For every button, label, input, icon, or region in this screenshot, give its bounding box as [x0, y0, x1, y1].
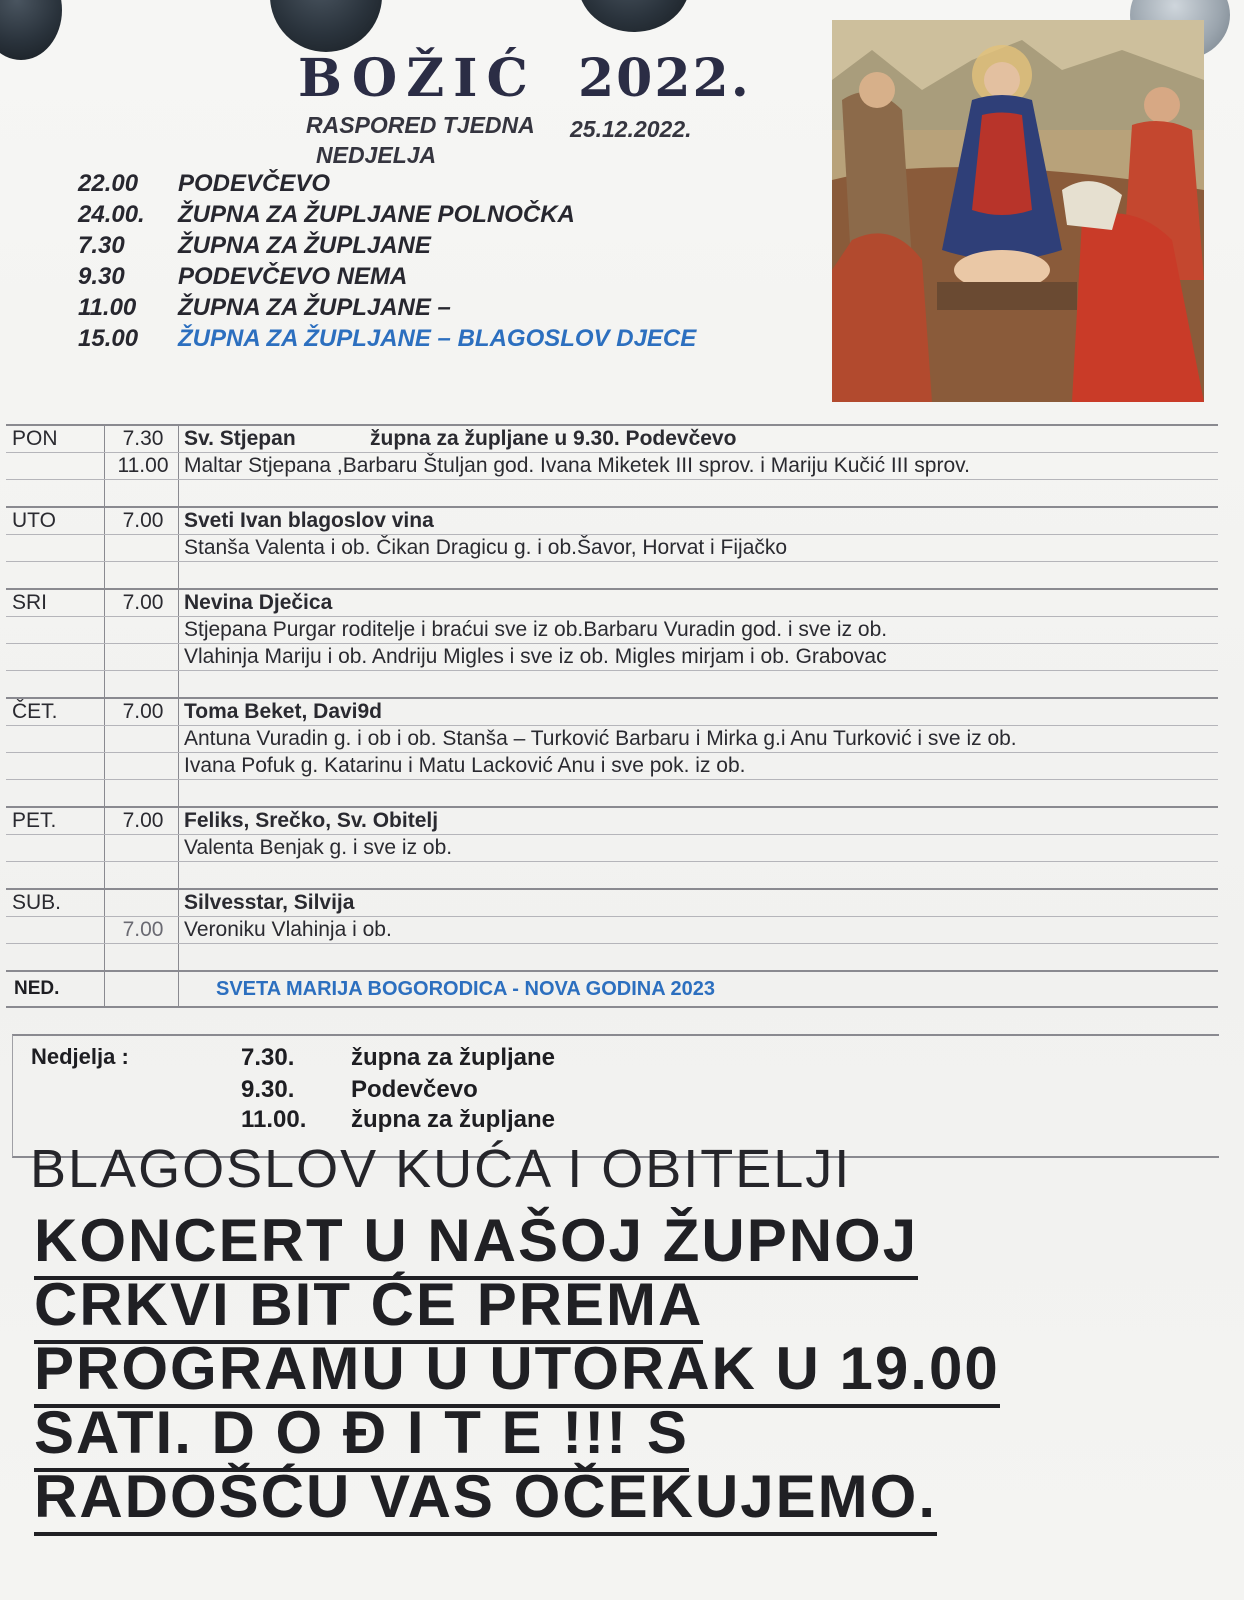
mass-time: 9.30: [78, 263, 125, 290]
saint-name: Toma Beket, Davi9d: [184, 700, 383, 723]
new-year-sunday-label: Nedjelja :: [31, 1044, 129, 1069]
mass-time: 7.00: [122, 591, 164, 614]
intention-text: Stjepana Purgar roditelje i braćui sve iz ob.Barbaru Vuradin god. i sve iz ob.: [184, 618, 888, 641]
mass-time: 22.00: [78, 170, 139, 197]
sunday-label: NEDJELJA: [316, 142, 437, 168]
concert-line: [34, 1206, 1214, 1274]
sunday-mass: [70, 263, 790, 294]
blank-line: [6, 861, 1218, 888]
intention-line: [6, 752, 1218, 779]
day-name: SUB.: [12, 891, 62, 914]
day-name: UTO: [12, 509, 56, 532]
sunday-mass-list: [70, 170, 790, 356]
day-header-line: [6, 890, 1218, 916]
intention-text: Antuna Vuradin g. i ob i ob. Stanša – Turković Barbaru i Mirka g.i Anu Turković i sve iz ob.: [184, 727, 1017, 750]
intention-text: Veroniku Vlahinja i ob.: [184, 918, 392, 941]
intention-line: [6, 916, 1218, 943]
mass-desc: ŽUPNA ZA ŽUPLJANE –: [178, 294, 451, 321]
schedule-label: RASPORED TJEDNA: [306, 112, 535, 138]
nativity-painting-svg: [832, 20, 1204, 402]
mass-time: 24.00.: [78, 201, 145, 228]
day-name: NED.: [14, 978, 60, 999]
day-header-line: [6, 699, 1218, 725]
saint-extra: župna za župljane u 9.30. Podevčevo: [370, 427, 737, 450]
mass-time: 11.00: [117, 454, 169, 477]
day-name: PET.: [12, 809, 57, 832]
mass-time: 7.00: [122, 509, 164, 532]
day-row-uto: [6, 506, 1218, 588]
day-row-cet: [6, 697, 1218, 806]
day-header-line: [6, 808, 1218, 834]
mass-time: 7.00: [122, 700, 164, 723]
intention-line: [6, 643, 1218, 670]
blank-line: [6, 943, 1218, 970]
day-row-pet: [6, 806, 1218, 888]
day-header-line: [6, 590, 1218, 616]
magnet: [270, 0, 382, 52]
mass-time: 11.00: [78, 294, 137, 321]
intention-line: [6, 452, 1218, 479]
mass-time: 7.00: [122, 809, 164, 832]
sunday-mass: [70, 232, 790, 263]
concert-line-text: PROGRAMU U UTORAK U 19.00: [34, 1335, 1000, 1408]
intention-text: Stanša Valenta i ob. Čikan Dragicu g. i ob.Šavor, Horvat i Fijačko: [184, 536, 788, 559]
mass-time: 7.00: [122, 918, 164, 941]
intention-line: [6, 834, 1218, 861]
saint-name: Sveti Ivan blagoslov vina: [184, 509, 434, 532]
intention-text: Ivana Pofuk g. Katarinu i Matu Lacković Anu i sve pok. iz ob.: [184, 754, 746, 777]
mass-desc: PODEVČEVO NEMA: [178, 263, 408, 290]
day-name: PON: [12, 427, 58, 450]
concert-line-text: KONCERT U NAŠOJ ŽUPNOJ: [34, 1207, 918, 1280]
blank-line: [6, 561, 1218, 588]
concert-line-text: SATI. D O Đ I T E !!! S: [34, 1399, 689, 1472]
day-row-ned: [6, 970, 1218, 1008]
magnet: [578, 0, 690, 32]
concert-line-text: RADOŠĆU VAS OČEKUJEMO.: [34, 1463, 937, 1536]
mass-desc: župna za župljane: [351, 1044, 556, 1071]
day-row-pon: [6, 424, 1218, 506]
title-year: 2022.: [578, 48, 751, 109]
mass-desc: ŽUPNA ZA ŽUPLJANE POLNOČKA: [178, 201, 575, 228]
title-word: BOŽIĆ: [298, 48, 537, 109]
intention-line: [6, 534, 1218, 561]
mass-desc: Podevčevo: [351, 1076, 478, 1103]
house-blessing-notice: BLAGOSLOV KUĆA I OBITELJI: [30, 1139, 852, 1199]
blank-line: [6, 479, 1218, 506]
weekly-schedule: [6, 424, 1218, 1008]
blank-line: [6, 670, 1218, 697]
saint-name: Nevina Dječica: [184, 591, 333, 614]
day-header-line: [6, 426, 1218, 452]
concert-line: [34, 1270, 1214, 1338]
feast-name: SVETA MARIJA BOGORODICA - NOVA GODINA 2023: [216, 978, 715, 1000]
day-header-line: [6, 508, 1218, 534]
intention-line: [6, 725, 1218, 752]
intention-text: Valenta Benjak g. i sve iz ob.: [184, 836, 453, 859]
magnet: [0, 0, 62, 60]
intention-text: Vlahinja Mariju i ob. Andriju Migles i sve iz ob. Migles mirjam i ob. Grabovac: [184, 645, 887, 668]
mass-time: 15.00: [78, 325, 139, 352]
page-title: [298, 48, 768, 118]
sunday-mass: [70, 170, 790, 201]
blank-line: [6, 779, 1218, 806]
intention-line: [6, 616, 1218, 643]
day-name: ČET.: [12, 700, 58, 723]
saint-name: Feliks, Srečko, Sv. Obitelj: [184, 809, 439, 832]
mass-desc: PODEVČEVO: [178, 170, 331, 197]
mass-time: 7.30.: [241, 1044, 295, 1071]
mass-time: 7.30: [78, 232, 125, 259]
sunday-mass: [70, 325, 790, 356]
mass-desc: župna za župljane: [351, 1106, 556, 1133]
concert-line: [34, 1462, 1214, 1530]
sunday-mass: [70, 201, 790, 232]
day-row-sri: [6, 588, 1218, 697]
concert-line: [34, 1334, 1214, 1402]
saint-name: Silvesstar, Silvija: [184, 891, 355, 914]
schedule-date: 25.12.2022.: [570, 116, 692, 142]
mass-time: 7.30: [122, 427, 164, 450]
intention-text: Maltar Stjepana ,Barbaru Štuljan god. Ivana Miketek III sprov. i Mariju Kučić III sprov.: [184, 454, 970, 477]
mass-desc: ŽUPNA ZA ŽUPLJANE: [178, 232, 431, 259]
mass-time: 9.30.: [241, 1076, 295, 1103]
mass-time: 11.00.: [241, 1106, 307, 1133]
mass-desc: ŽUPNA ZA ŽUPLJANE – BLAGOSLOV DJECE: [178, 325, 697, 352]
day-name: SRI: [12, 591, 48, 614]
concert-notice: [34, 1206, 1214, 1530]
saint-name: [184, 427, 737, 451]
sunday-mass: [70, 294, 790, 325]
nativity-painting: [832, 20, 1204, 402]
day-row-sub: [6, 888, 1218, 970]
concert-line: [34, 1398, 1214, 1466]
saint-title: Sv. Stjepan: [184, 427, 296, 450]
concert-line-text: CRKVI BIT ĆE PREMA: [34, 1271, 703, 1344]
